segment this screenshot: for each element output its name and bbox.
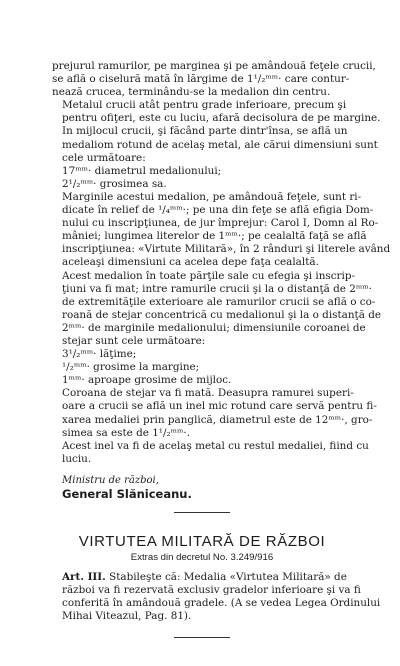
text-line: Marginile acestui medalion, pe amândouă feţele, sunt ri- <box>62 190 362 203</box>
text-line: Coroana de stejar va fi mată. Deasupra ramurei superi- <box>62 387 354 400</box>
text-line: inscripţiunea: «Virtute Militară», în 2 rânduri şi literele având <box>62 243 391 256</box>
text-line: roană de stejar concentrică cu medalionul şi la o distanţă de <box>62 308 382 321</box>
section-subtitle: Extras din decretul No. 3.249/916 <box>130 551 274 563</box>
signature-org: Ministru de război, <box>62 474 159 486</box>
text-line: oare a crucii se află un inel mic rotund care servă pentru fi- <box>62 400 377 413</box>
text-line: medaliom rotund de acelaş metal, ale cărui dimensiuni sunt <box>62 138 378 151</box>
text-line: cele următoare: <box>62 151 146 164</box>
list-item: ¹/₂ᵐᵐ· grosime la margine; <box>62 361 200 374</box>
dimension-list-2 <box>52 348 352 387</box>
list-item: 17ᵐᵐ· diametrul medalionului; <box>62 164 222 177</box>
text-line: se află o ciselură mată în lărgime de 1¹/₂ᵐᵐ· care contur- <box>52 73 350 86</box>
paragraph-4 <box>52 190 391 270</box>
text-line: luciu. <box>62 452 92 465</box>
text-line: nează crucea, terminându-se la medalion din centru. <box>52 86 331 99</box>
text-line: Acest medalion în toate părţile sale cu efegia şi inscrip- <box>62 269 355 282</box>
article-paragraph <box>52 570 381 623</box>
separator-rule <box>174 512 230 513</box>
list-item: 1ᵐᵐ· aproape grosime de mijloc. <box>62 374 232 387</box>
paragraph-6 <box>52 387 377 439</box>
text-line <box>52 571 352 584</box>
paragraph-5 <box>52 269 382 349</box>
text-line: Acest inel va fi de acelaş metal cu restul medaliei, fiind cu <box>62 439 369 452</box>
signature-name: General Slăniceanu. <box>62 486 192 501</box>
text-line: xarea medaliei prin panglică, diametrul este de 12ᵐᵐ·, gro- <box>62 413 373 426</box>
dimension-list-1 <box>52 165 352 191</box>
text-line: 2ᵐᵐ· de marginile medalionului; dimensiunile coroanei de <box>62 321 366 334</box>
text-line: mâniei; lungimea literelor de 1ᵐᵐ·; pe cealaltă faţă se află <box>62 230 367 243</box>
text-line: dicate în relief de ¹/₄ᵐᵐ·; pe una din feţe se află efigia Dom- <box>62 204 374 217</box>
article-label: Art. III. <box>62 570 106 583</box>
paragraph-3 <box>52 125 378 164</box>
text-line: Metalul crucii atât pentru grade inferioare, precum şi <box>62 99 347 112</box>
text-line: ţiuni va fi mat; intre ramurile crucii şi la o distanţă de 2ᵐᵐ· <box>62 282 372 295</box>
text-line: prejurul ramurilor, pe marginea şi pe amândouă feţele crucii, <box>52 60 376 72</box>
list-item: 2¹/₂ᵐᵐ· grosimea sa. <box>62 177 167 190</box>
text-line: stejar sunt cele următoare: <box>62 334 206 347</box>
text-line: război va fi rezervată exclusiv gradelor inferioare şi va fi <box>62 584 361 596</box>
text-line: Mihai Viteazul, Pag. 81). <box>62 610 192 623</box>
article-text-first: Stabileşte că: Medalia «Virtutea Militară» de <box>109 570 347 583</box>
text-line: simea sa este de 1¹/₂ᵐᵐ·. <box>62 426 190 439</box>
text-line: conferită în amândouă gradele. (A se vedea Legea Ordinului <box>62 597 381 610</box>
paragraph-1 <box>52 60 376 99</box>
text-line: pentru ofiţeri, este cu luciu, afară decisolura de pe margine. <box>62 112 381 125</box>
list-item: 3¹/₂ᵐᵐ· lăţime; <box>62 348 137 361</box>
text-line: In mijlocul crucii, şi făcând parte dintr'însa, se află un <box>62 125 348 138</box>
separator-rule-bottom <box>174 637 230 638</box>
text-line: de extremităţile exterioare ale ramurilor crucii se află o co- <box>62 295 376 308</box>
section-title: VIRTUTEA MILITARĂ DE RĂZBOI <box>78 532 326 550</box>
paragraph-7 <box>52 439 369 466</box>
text-line: aceleaşi dimensiuni ca acelea depe faţa cealaltă. <box>62 256 319 269</box>
text-line: nului cu inscripţiunea, de jur împrejur: Carol I, Domn al Ro- <box>62 217 379 230</box>
paragraph-2 <box>52 99 381 125</box>
